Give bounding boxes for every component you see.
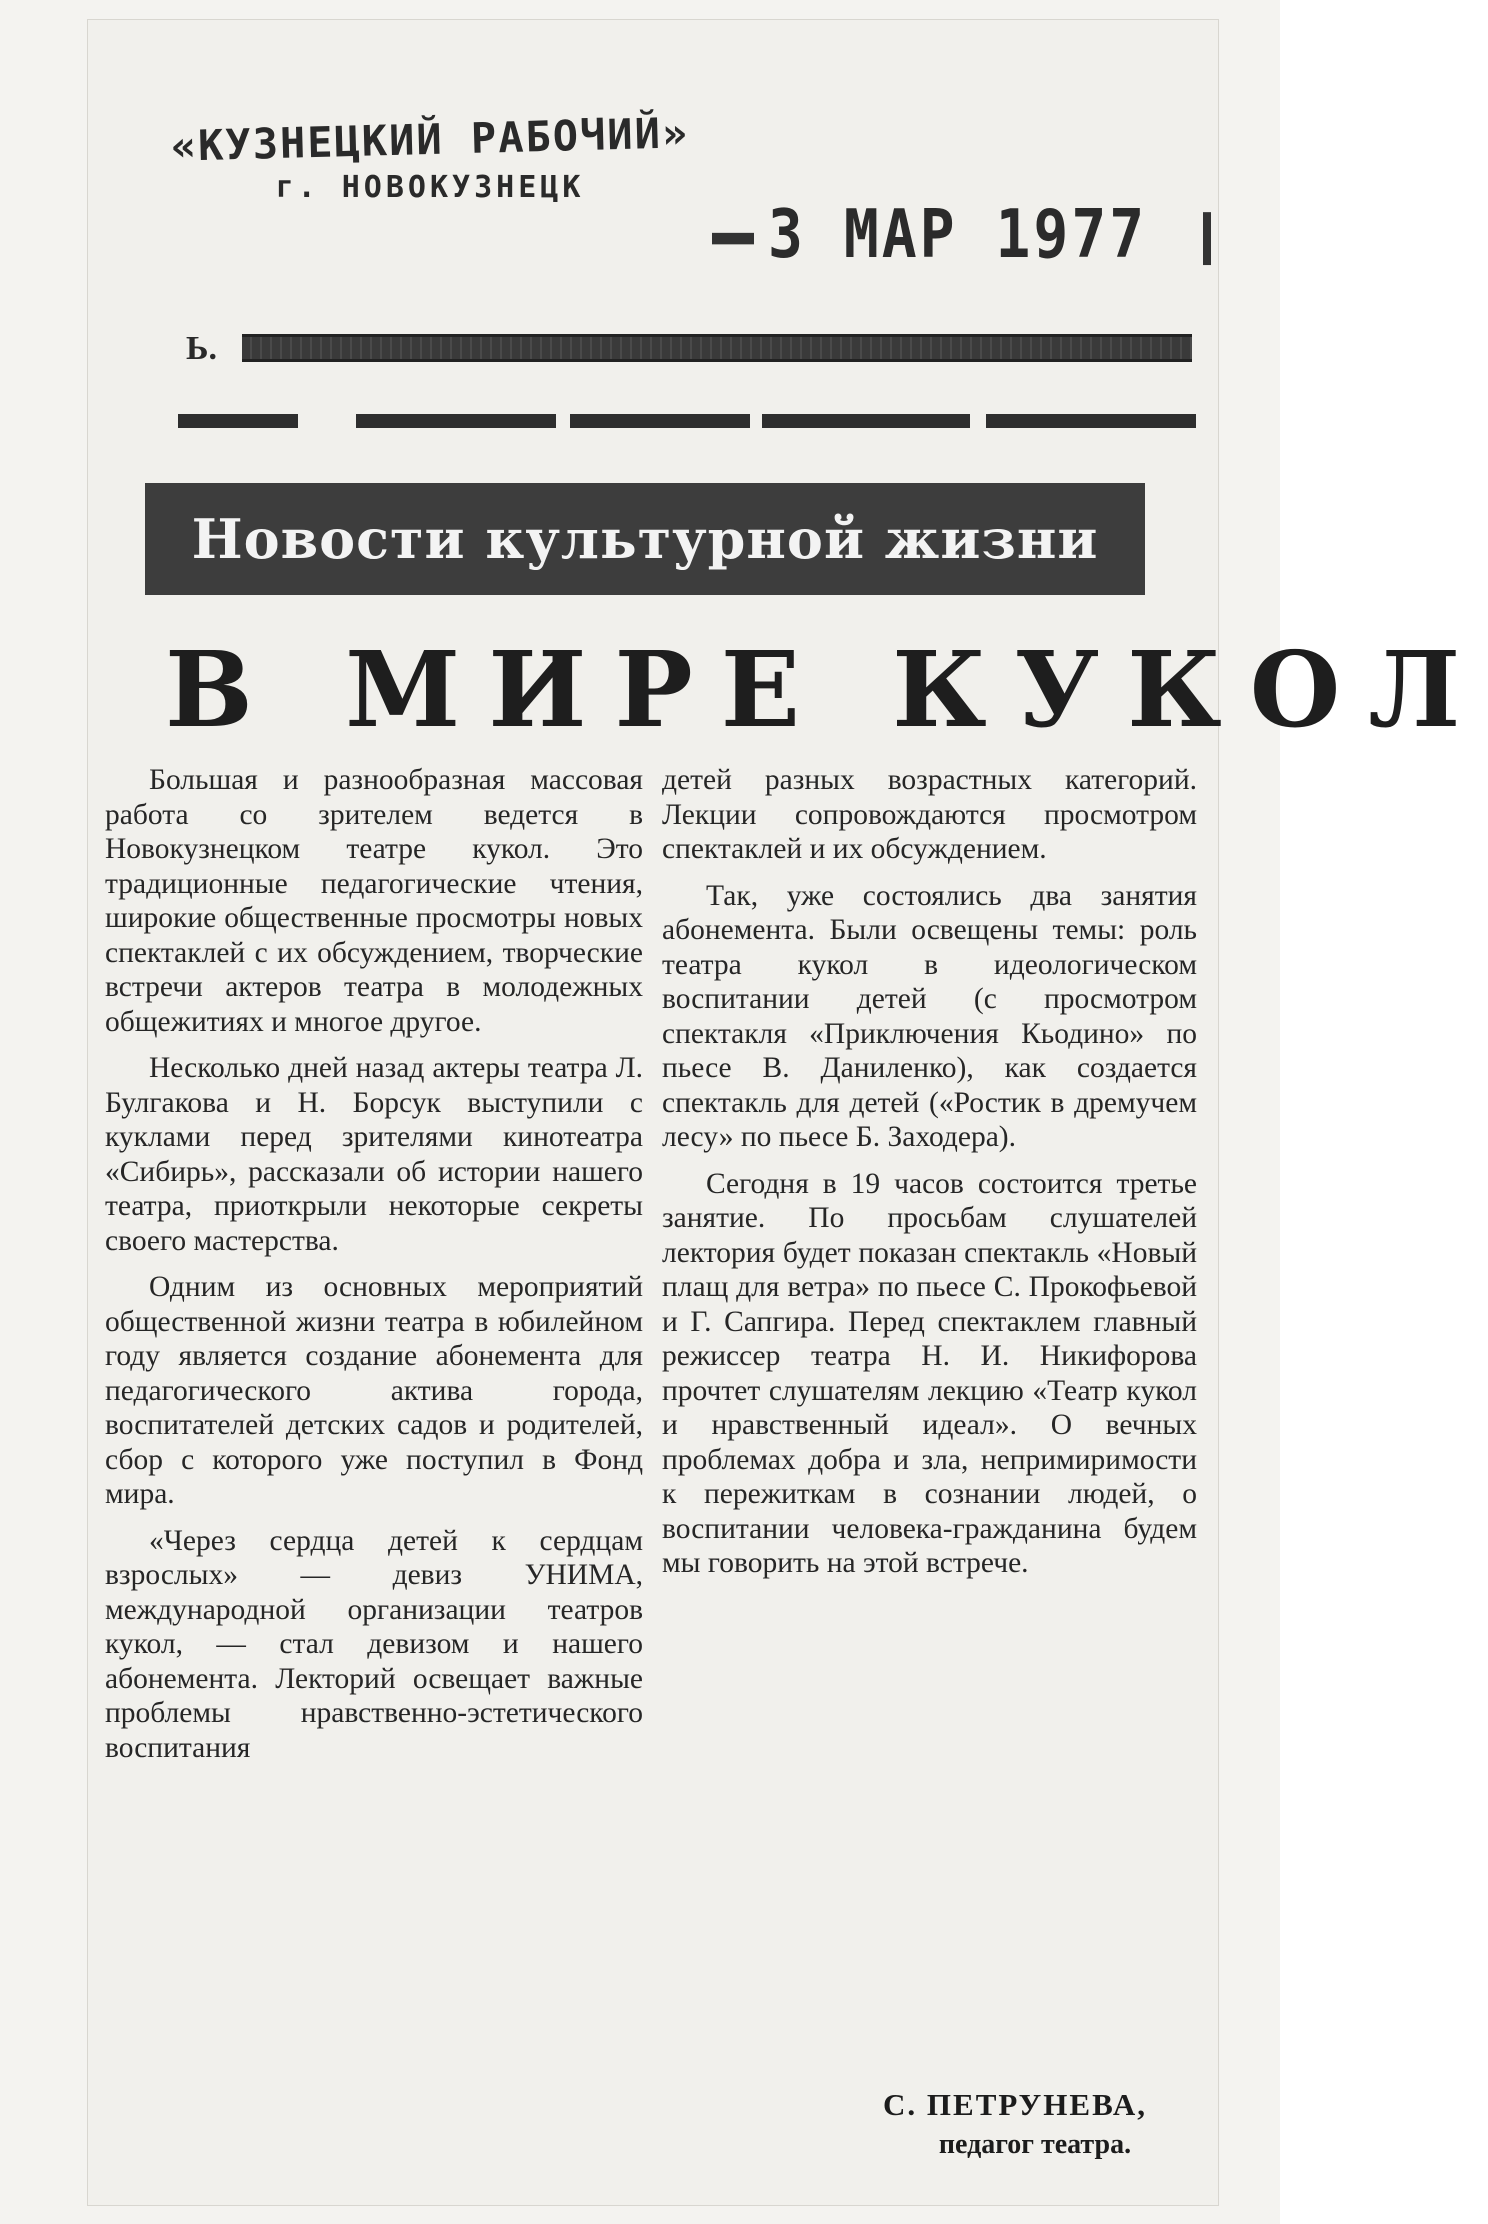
article-paragraph: детей разных возрастных категорий. Лекции сопровождаются просмотром спектаклей и их обсуждением. [662, 764, 1197, 865]
decorative-dash [986, 414, 1196, 428]
decorative-dash [762, 414, 970, 428]
article-paragraph: Одним из основных мероприятий общественной жизни театра в юбилейном году является создание абонемента для педагогического актива города, воспитателей детских садов и родителей, сбор с которого уже поступил в Фонд мира. [105, 1271, 643, 1510]
rubric-title: Новости культурной жизни [191, 507, 1099, 571]
article-signature [840, 2085, 1190, 2165]
article-right-column [662, 763, 1197, 1593]
date-stamp [712, 195, 1211, 273]
rubric-banner [145, 483, 1145, 595]
decorative-dash [178, 414, 298, 428]
date-stamp-tick [1203, 212, 1211, 265]
article-paragraph: «Через сердца детей к сердцам взрослых» — девиз УНИМА, международной организации театров кукол, — стал девизом и нашего абонемента. Лекторий освещает важные проблемы нравственно-эстетического воспитания [105, 1524, 643, 1764]
article-paragraph: Так, уже состоялись два занятия абонемента. Были освещены темы: роль театра кукол в идеологическом воспитании детей (с просмотром спектакля «Приключения Кьодино» по пьесе В. Даниленко), как создается спектакль для детей («Ростик в дремучем лесу» по пьесе Б. Заходера). [662, 879, 1197, 1153]
date-stamp-dash [712, 233, 754, 245]
author-role: педагог театра. [938, 2129, 1132, 2160]
rule-mark: Ь. [186, 330, 217, 367]
article-paragraph: Сегодня в 19 часов состоится третье занятие. По просьбам слушателей лектория будет показан спектакль «Новый плащ для ветра» по пьесе С. Прокофьевой и Г. Сапгира. Перед спектаклем главный режиссер театра Н. И. Никифорова прочтет слушателям лекцию «Театр кукол и нравственный идеал». О вечных проблемах добра и зла, непримиримости к пережиткам в сознании людей, о воспитании человека-гражданина будем мы говорить на этой встрече. [662, 1167, 1197, 1579]
article-headline: В МИРЕ КУКОЛ [165, 628, 1488, 751]
newspaper-city: г. НОВОКУЗНЕЦК [275, 170, 585, 205]
article-paragraph: Несколько дней назад актеры театра Л. Булгакова и Н. Борсук выступили с куклами перед зрителями кинотеатра «Сибирь», рассказали об истории нашего театра, приоткрыли некоторые секреты своего мастерства. [105, 1052, 643, 1257]
newspaper-name: «КУЗНЕЦКИЙ РАБОЧИЙ» [170, 108, 690, 171]
article-left-column [105, 763, 643, 1777]
newspaper-masthead-stamp [170, 108, 690, 205]
decorative-rule-bar [242, 334, 1192, 362]
decorative-dash [570, 414, 750, 428]
date-stamp-text: 3 МАР 1977 [768, 194, 1148, 274]
article-paragraph: Большая и разнообразная массовая работа со зрителем ведется в Новокузнецком театре кукол. Это традиционные педагогические чтения, широкие общественные просмотры новых спектаклей с их обсуждением, творческие встречи актеров театра в молодежных общежитиях и многое другое. [105, 764, 643, 1038]
decorative-dash [356, 414, 556, 428]
author-name: С. ПЕТРУНЕВА, [883, 2087, 1147, 2122]
